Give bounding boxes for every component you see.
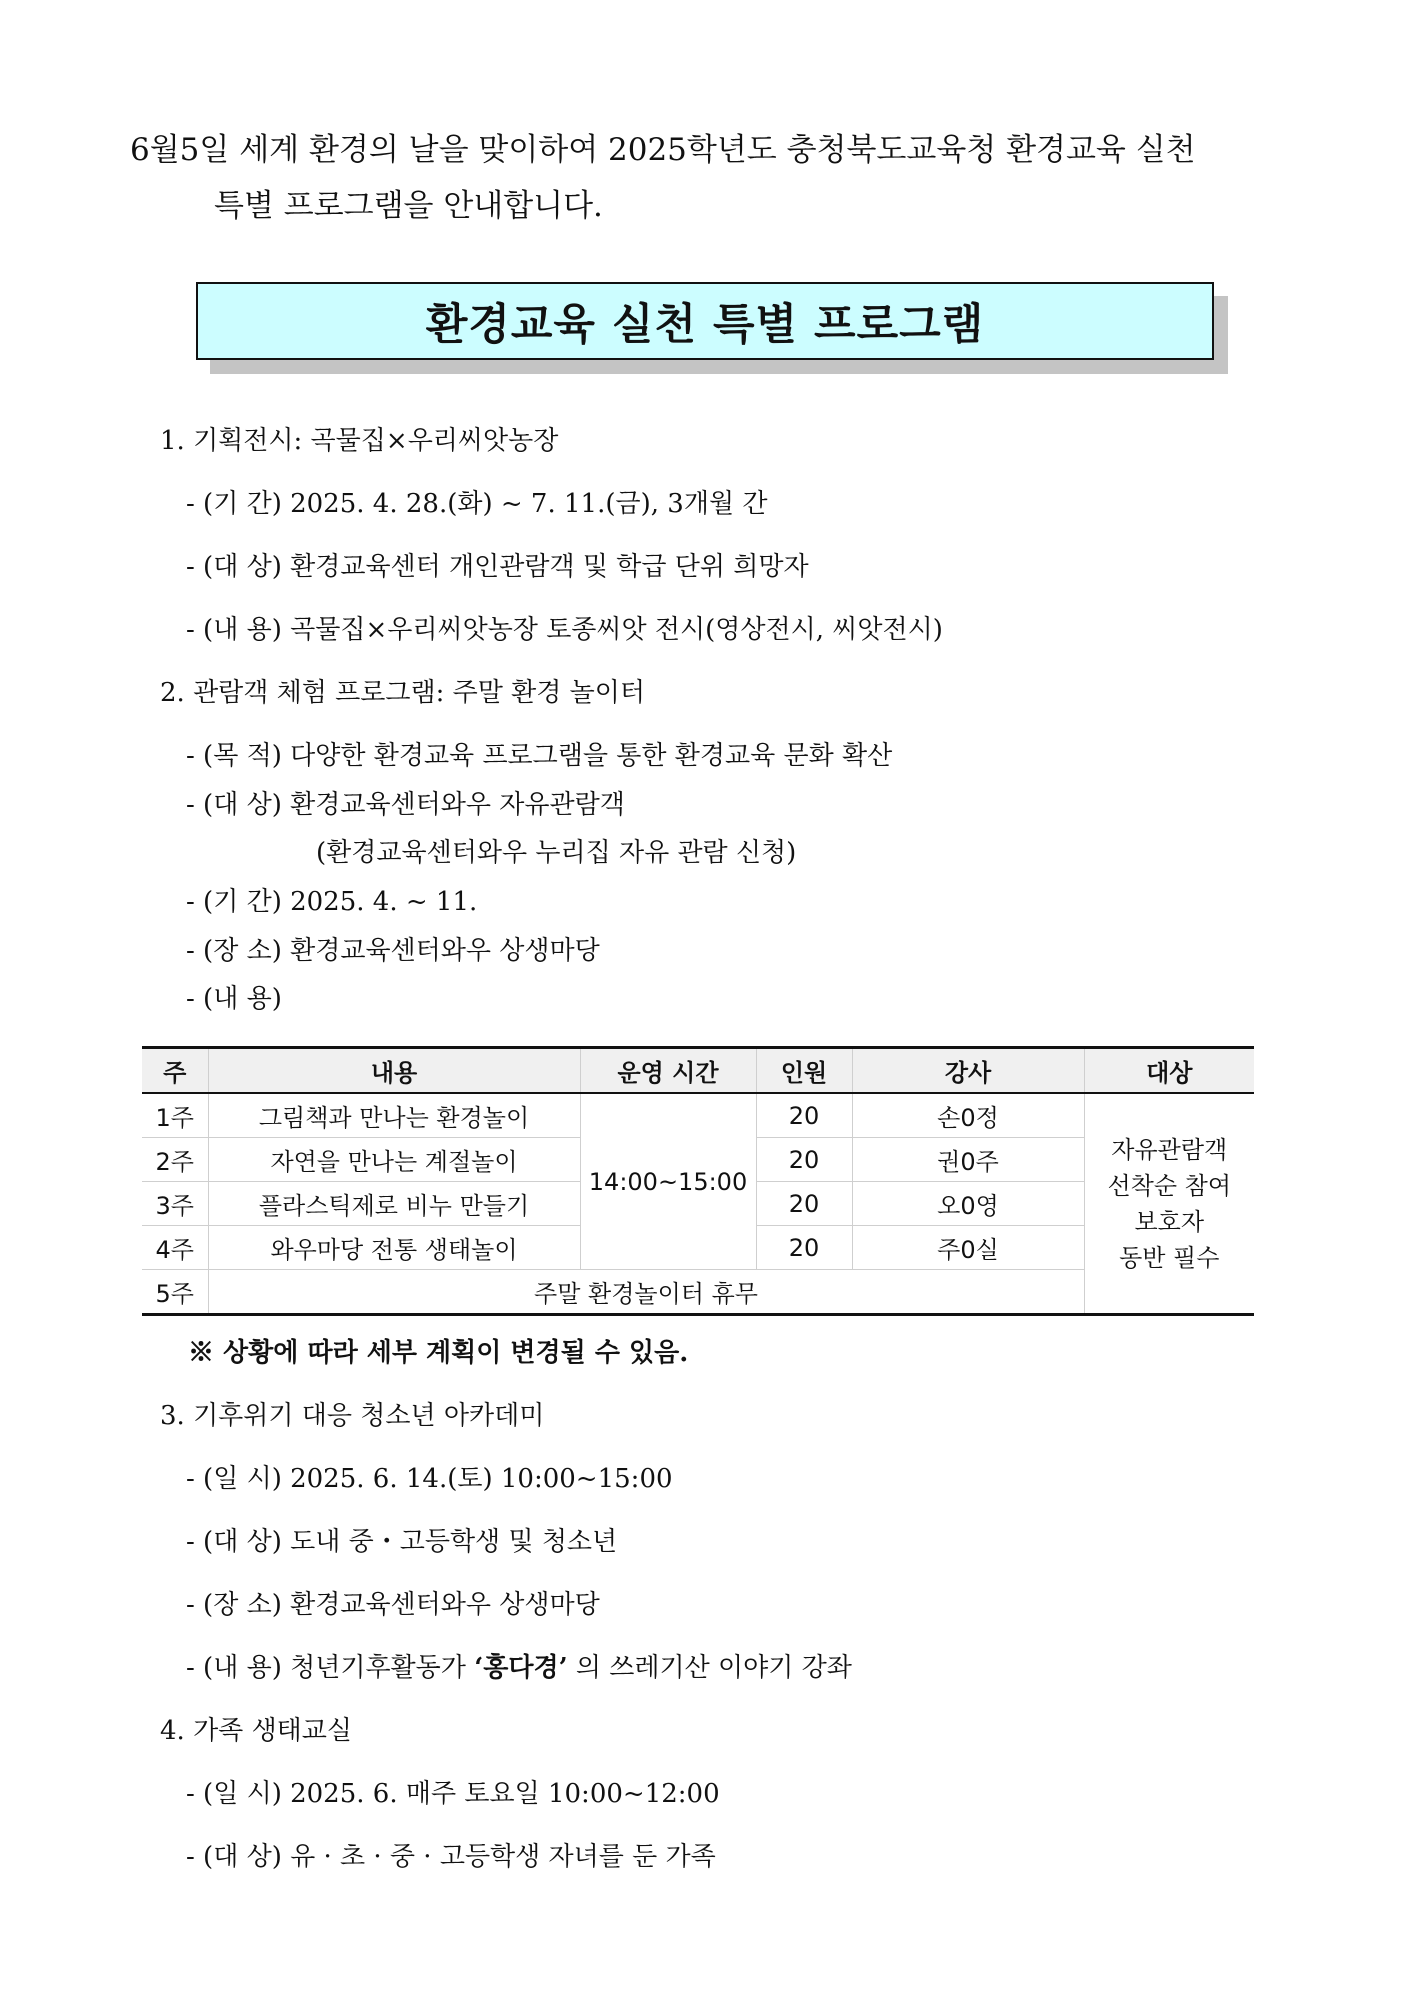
time-cell: 14:00~15:00 <box>580 1093 756 1270</box>
content-cell: 자연을 만나는 계절놀이 <box>208 1138 580 1182</box>
people-cell: 20 <box>756 1226 852 1270</box>
week-cell: 5주 <box>142 1270 208 1315</box>
target-line: 보호자 <box>1134 1207 1205 1236</box>
section-3-place: - (장 소) 환경교육센터와우 상생마당 <box>186 1590 600 1620</box>
change-note: ※ 상황에 따라 세부 계획이 변경될 수 있음. <box>188 1338 689 1368</box>
title-banner <box>196 282 1214 360</box>
week-cell: 2주 <box>142 1138 208 1182</box>
header-instructor: 강사 <box>852 1048 1084 1094</box>
section-3-target: - (대 상) 도내 중・고등학생 및 청소년 <box>186 1527 618 1557</box>
section-1-content: - (내 용) 곡물집×우리씨앗농장 토종씨앗 전시(영상전시, 씨앗전시) <box>186 615 943 645</box>
content-cell: 그림책과 만나는 환경놀이 <box>208 1093 580 1138</box>
intro-line-2: 특별 프로그램을 안내합니다. <box>214 188 603 224</box>
section-1-target: - (대 상) 환경교육센터 개인관람객 및 학급 단위 희망자 <box>186 552 809 582</box>
content-cell: 와우마당 전통 생태놀이 <box>208 1226 580 1270</box>
section-2-purpose: - (목 적) 다양한 환경교육 프로그램을 통한 환경교육 문화 확산 <box>186 741 893 771</box>
section-2-target-note: (환경교육센터와우 누리집 자유 관람 신청) <box>316 838 797 868</box>
week-cell: 4주 <box>142 1226 208 1270</box>
section-3-content-pre: - (내 용) 청년기후활동가 <box>186 1653 475 1683</box>
schedule-table <box>142 1046 1254 1316</box>
section-3-date: - (일 시) 2025. 6. 14.(토) 10:00~15:00 <box>186 1464 673 1494</box>
section-2-period: - (기 간) 2025. 4. ~ 11. <box>186 887 478 917</box>
week-cell: 3주 <box>142 1182 208 1226</box>
page-title: 환경교육 실천 특별 프로그램 <box>196 282 1214 360</box>
intro-line-1: 6월5일 세계 환경의 날을 맞이하여 2025학년도 충청북도교육청 환경교육 실천 <box>130 132 1196 168</box>
target-cell <box>1084 1093 1254 1315</box>
section-3-content-post: 의 쓰레기산 이야기 강좌 <box>567 1653 852 1683</box>
table-row <box>142 1093 1254 1138</box>
section-3-heading: 3. 기후위기 대응 청소년 아카데미 <box>160 1401 545 1431</box>
week-cell: 1주 <box>142 1093 208 1138</box>
instructor-cell: 손0정 <box>852 1093 1084 1138</box>
intro-paragraph <box>130 122 1290 234</box>
section-2-heading: 2. 관람객 체험 프로그램: 주말 환경 놀이터 <box>160 678 646 708</box>
target-line: 자유관람객 <box>1111 1135 1228 1164</box>
header-people: 인원 <box>756 1048 852 1094</box>
people-cell: 20 <box>756 1138 852 1182</box>
section-4-target: - (대 상) 유 · 초 · 중 · 고등학생 자녀를 둔 가족 <box>186 1842 716 1872</box>
section-2-content: - (내 용) <box>186 984 282 1014</box>
instructor-cell: 주0실 <box>852 1226 1084 1270</box>
header-week: 주 <box>142 1048 208 1094</box>
table-header-row <box>142 1048 1254 1094</box>
section-3-content <box>186 1650 852 1686</box>
section-4-heading: 4. 가족 생태교실 <box>160 1716 353 1746</box>
target-line: 동반 필수 <box>1119 1243 1220 1272</box>
header-content: 내용 <box>208 1048 580 1094</box>
people-cell: 20 <box>756 1093 852 1138</box>
people-cell: 20 <box>756 1182 852 1226</box>
speaker-name: ‘홍다경’ <box>474 1653 568 1683</box>
section-1-period: - (기 간) 2025. 4. 28.(화) ~ 7. 11.(금), 3개월 간 <box>186 489 768 519</box>
section-2-target: - (대 상) 환경교육센터와우 자유관람객 <box>186 790 625 820</box>
section-4-date: - (일 시) 2025. 6. 매주 토요일 10:00~12:00 <box>186 1779 720 1809</box>
section-1-heading: 1. 기획전시: 곡물집×우리씨앗농장 <box>160 426 559 456</box>
header-target: 대상 <box>1084 1048 1254 1094</box>
target-line: 선착순 참여 <box>1107 1171 1232 1200</box>
closed-note-cell: 주말 환경놀이터 휴무 <box>208 1270 1084 1315</box>
header-time: 운영 시간 <box>580 1048 756 1094</box>
instructor-cell: 권0주 <box>852 1138 1084 1182</box>
instructor-cell: 오0영 <box>852 1182 1084 1226</box>
content-cell: 플라스틱제로 비누 만들기 <box>208 1182 580 1226</box>
section-2-place: - (장 소) 환경교육센터와우 상생마당 <box>186 936 600 966</box>
